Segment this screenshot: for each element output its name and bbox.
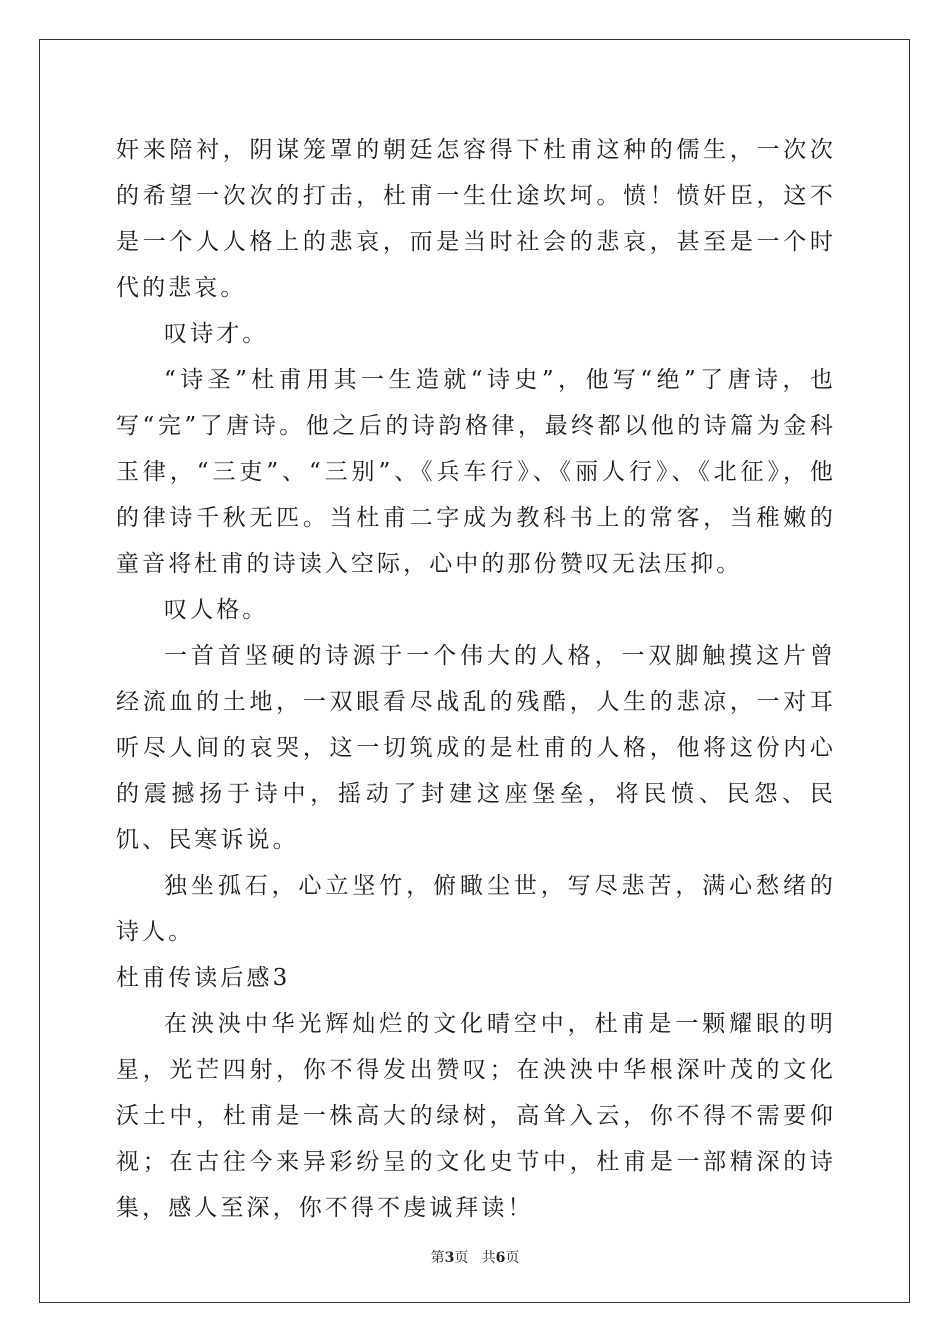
footer-total-pages: 6 <box>495 1250 506 1266</box>
section-title: 杜甫传读后感3 <box>116 965 291 991</box>
footer-current-page: 3 <box>444 1250 455 1266</box>
footer-prefix: 第 <box>430 1250 445 1266</box>
page-footer <box>0 1247 950 1267</box>
document-body <box>116 127 836 1231</box>
footer-middle: 页 共 <box>454 1250 496 1266</box>
paragraph-heading-poetic-talent: 叹诗才。 <box>164 321 269 347</box>
paragraph-poetic-talent: “诗圣”杜甫用其一生造就“诗史”，他写“绝”了唐诗，也写“完”了唐诗。他之后的诗韵格律，最终都以他的诗篇为金科玉律，“三吏”、“三别”、《兵车行》、《丽人行》、《北征》，他的律诗千秋无匹。当杜甫二字成为教科书上的常客，当稚嫩的童音将杜甫的诗读入空际，心中的那份赞叹无法压抑。 <box>116 367 836 577</box>
paragraph-summary: 独坐孤石，心立坚竹，俯瞰尘世，写尽悲苦，满心愁绪的诗人。 <box>116 873 836 945</box>
paragraph-continuation: 奸来陪衬，阴谋笼罩的朝廷怎容得下杜甫这种的儒生，一次次的希望一次次的打击，杜甫一生仕途坎坷。愤！愤奸臣，这不是一个人人格上的悲哀，而是当时社会的悲哀，甚至是一个时代的悲哀。 <box>116 137 836 301</box>
paragraph-heading-character: 叹人格。 <box>164 597 269 623</box>
paragraph-essay-3-intro: 在泱泱中华光辉灿烂的文化晴空中，杜甫是一颗耀眼的明星，光芒四射，你不得发出赞叹；在泱泱中华根深叶茂的文化沃土中，杜甫是一株高大的绿树，高耸入云，你不得不需要仰视；在古往今来异彩纷呈的文化史节中，杜甫是一部精深的诗集，感人至深，你不得不虔诚拜读！ <box>116 1011 836 1221</box>
footer-suffix: 页 <box>505 1250 520 1266</box>
paragraph-character: 一首首坚硬的诗源于一个伟大的人格，一双脚触摸这片曾经流血的土地，一双眼看尽战乱的残酷，人生的悲凉，一对耳听尽人间的哀哭，这一切筑成的是杜甫的人格，他将这份内心的震撼扬于诗中，摇动了封建这座堡垒，将民愤、民怨、民饥、民寒诉说。 <box>116 643 836 853</box>
